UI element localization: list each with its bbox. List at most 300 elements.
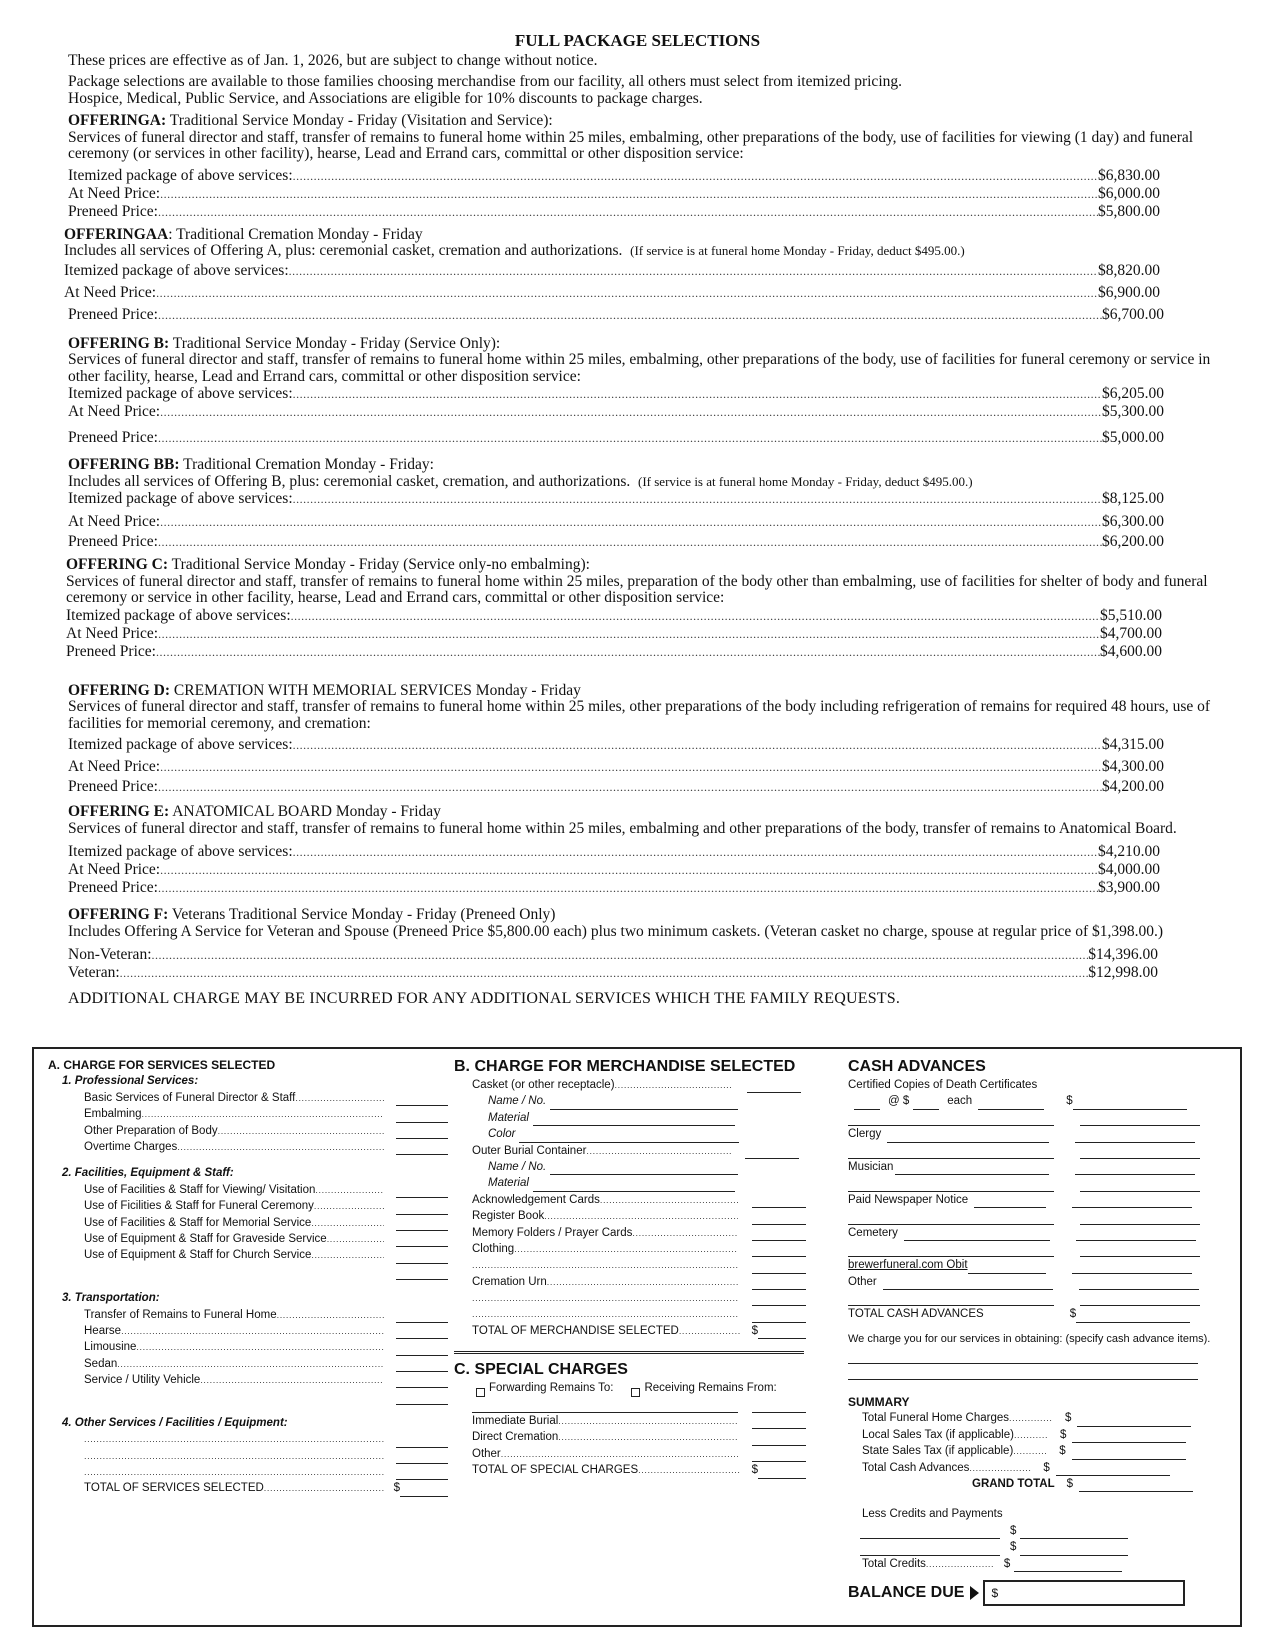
item-field[interactable] bbox=[968, 1262, 1046, 1274]
forwarding-options bbox=[476, 1380, 814, 1396]
offering-f bbox=[68, 907, 1218, 982]
amount-field[interactable] bbox=[396, 1127, 448, 1139]
total-label: TOTAL OF SERVICES SELECTED bbox=[84, 1482, 264, 1495]
total-services-field[interactable] bbox=[400, 1485, 448, 1497]
price-label: Preneed Price: bbox=[68, 533, 158, 550]
blank-line[interactable] bbox=[848, 1208, 1233, 1224]
amount-field[interactable] bbox=[747, 1081, 801, 1093]
service-label: Limousine bbox=[84, 1341, 137, 1354]
blank-line[interactable] bbox=[84, 1464, 448, 1480]
amount-field[interactable] bbox=[396, 1143, 448, 1155]
offering-subtitle: Traditional Cremation Monday - Friday: bbox=[183, 456, 434, 473]
price-line bbox=[68, 385, 1164, 403]
amount-field[interactable] bbox=[1075, 1131, 1195, 1143]
special-charge-line[interactable] bbox=[472, 1413, 806, 1429]
material-label: Material bbox=[488, 1177, 529, 1190]
price-label: Itemized package of above services: bbox=[68, 490, 293, 507]
service-label: Overtime Charges bbox=[84, 1140, 178, 1153]
dollar-sign: $ bbox=[1066, 1477, 1074, 1490]
price-label: At Need Price: bbox=[64, 283, 157, 301]
merchandise-label: Clothing bbox=[472, 1242, 515, 1255]
service-line[interactable] bbox=[84, 1090, 448, 1106]
cash-advance-line[interactable] bbox=[848, 1225, 1233, 1241]
name-no-field[interactable] bbox=[550, 1098, 738, 1110]
offering-a bbox=[68, 113, 1218, 221]
service-line[interactable] bbox=[84, 1106, 448, 1122]
summary-label: Local Sales Tax (if applicable) bbox=[862, 1428, 1014, 1441]
service-line[interactable] bbox=[84, 1123, 448, 1139]
dollar-sign: $ bbox=[751, 1464, 758, 1477]
price-label: Preneed Price: bbox=[68, 778, 158, 795]
certificate-field[interactable] bbox=[978, 1098, 1044, 1110]
amount-field[interactable] bbox=[1072, 1262, 1192, 1274]
at-label: @ $ bbox=[888, 1095, 910, 1108]
price-amount: $6,205.00 bbox=[1102, 385, 1164, 402]
price-sheet bbox=[64, 30, 1218, 1008]
price-label: At Need Price: bbox=[68, 513, 161, 530]
cash-advance-note: We charge you for our services in obtaining: (specify cash advance items). bbox=[848, 1332, 1211, 1345]
total-credits-label: Total Credits bbox=[862, 1557, 926, 1570]
amount-field[interactable] bbox=[396, 1452, 448, 1464]
offering-description: Services of funeral director and staff, transfer of remains to funeral home within 25 miles, other preparations of the body including refrigeration of remains for required 48 hours, use of facilities for memorial ceremony, and cremation: bbox=[68, 698, 1211, 732]
casket-color-line[interactable] bbox=[488, 1126, 814, 1142]
merchandise-column bbox=[454, 1057, 814, 1479]
name-no-field[interactable] bbox=[550, 1163, 738, 1175]
special-charge-line[interactable] bbox=[472, 1429, 806, 1445]
price-label: At Need Price: bbox=[68, 184, 161, 202]
amount-field[interactable] bbox=[752, 1294, 806, 1306]
blank-line[interactable] bbox=[848, 1290, 1233, 1306]
price-amount: $8,820.00 bbox=[1098, 261, 1160, 279]
total-label: TOTAL OF SPECIAL CHARGES bbox=[472, 1464, 639, 1477]
price-amount: $5,800.00 bbox=[1098, 202, 1160, 220]
blank-line[interactable] bbox=[848, 1143, 1233, 1159]
summary-label: Total Cash Advances bbox=[862, 1461, 970, 1474]
summary-amount-field[interactable] bbox=[1072, 1431, 1186, 1443]
amount-field[interactable] bbox=[1080, 1114, 1200, 1126]
page-title: FULL PACKAGE SELECTIONS bbox=[514, 31, 761, 50]
outer-container-line[interactable] bbox=[472, 1143, 814, 1159]
offering-subtitle: Traditional Service Monday - Friday (Visitation and Service): bbox=[169, 112, 553, 129]
service-label: Embalming bbox=[84, 1108, 142, 1121]
outer-material-line[interactable] bbox=[488, 1175, 814, 1191]
blank-line[interactable] bbox=[472, 1290, 806, 1306]
item-field[interactable] bbox=[848, 1114, 1054, 1126]
amount-field[interactable] bbox=[396, 1094, 448, 1106]
service-label: Sedan bbox=[84, 1357, 118, 1370]
each-label: each bbox=[947, 1095, 973, 1108]
blank-line[interactable] bbox=[472, 1397, 806, 1413]
service-label: Use of Facilities & Staff for Memorial Service bbox=[84, 1216, 312, 1229]
receiving-checkbox[interactable] bbox=[631, 1388, 640, 1397]
amount-field[interactable] bbox=[752, 1450, 806, 1462]
amount-field[interactable] bbox=[396, 1252, 448, 1264]
merchandise-line[interactable] bbox=[472, 1225, 806, 1241]
location-field[interactable] bbox=[472, 1401, 738, 1413]
casket-label: Casket (or other receptacle) bbox=[472, 1078, 615, 1091]
summary-label: State Sales Tax (if applicable) bbox=[862, 1445, 1014, 1458]
special-charge-label: Direct Cremation bbox=[472, 1431, 559, 1444]
total-services-line[interactable] bbox=[84, 1480, 448, 1496]
amount-field[interactable] bbox=[396, 1376, 448, 1388]
summary-amount-field[interactable] bbox=[1077, 1415, 1191, 1427]
credits-label: Less Credits and Payments bbox=[862, 1508, 1003, 1521]
item-field[interactable] bbox=[848, 1294, 1054, 1306]
price-line bbox=[68, 756, 1164, 778]
casket-name-line[interactable] bbox=[488, 1093, 814, 1109]
blank-line[interactable] bbox=[84, 1264, 448, 1280]
amount-field[interactable] bbox=[396, 1393, 448, 1405]
dollar-sign: $ bbox=[751, 1324, 758, 1337]
service-line[interactable] bbox=[84, 1215, 448, 1231]
services-column bbox=[48, 1057, 448, 1497]
price-label: Preneed Price: bbox=[68, 202, 158, 220]
offering-d bbox=[68, 683, 1218, 797]
merchandise-label: Register Book bbox=[472, 1210, 545, 1223]
offering-heading: OFFERING F: bbox=[68, 906, 169, 923]
blank-line[interactable] bbox=[848, 1364, 1233, 1380]
forwarding-label: Forwarding Remains To: bbox=[489, 1382, 614, 1395]
balance-due-field[interactable] bbox=[983, 1580, 1185, 1606]
amount-field[interactable] bbox=[396, 1235, 448, 1247]
blank-line[interactable] bbox=[848, 1347, 1233, 1363]
blank-line[interactable] bbox=[848, 1175, 1233, 1191]
price-label: Itemized package of above services: bbox=[68, 843, 293, 860]
service-line[interactable] bbox=[84, 1323, 448, 1339]
price-line bbox=[66, 625, 1162, 643]
amount-field[interactable] bbox=[1079, 1278, 1199, 1290]
special-charge-line[interactable] bbox=[472, 1446, 806, 1462]
cash-advance-line[interactable] bbox=[848, 1257, 1233, 1273]
price-label: Preneed Price: bbox=[68, 879, 158, 896]
price-line bbox=[68, 734, 1164, 756]
credit-line[interactable] bbox=[860, 1523, 1233, 1539]
amount-field[interactable] bbox=[745, 1147, 799, 1159]
price-amount: $4,000.00 bbox=[1098, 861, 1160, 878]
price-line bbox=[68, 843, 1160, 861]
certificates-label: Certified Copies of Death Certificates bbox=[848, 1078, 1038, 1091]
price-label: At Need Price: bbox=[68, 403, 161, 420]
forwarding-checkbox[interactable] bbox=[476, 1388, 485, 1397]
price-amount: $5,000.00 bbox=[1102, 429, 1164, 446]
price-amount: $4,300.00 bbox=[1102, 758, 1164, 775]
dollar-sign: $ bbox=[393, 1482, 400, 1495]
transportation-heading: 3. Transportation: bbox=[62, 1292, 160, 1305]
price-label: At Need Price: bbox=[66, 624, 159, 642]
item-field[interactable] bbox=[848, 1213, 1054, 1225]
merchandise-line[interactable] bbox=[472, 1208, 806, 1224]
price-line bbox=[68, 861, 1160, 879]
total-label: TOTAL CASH ADVANCES bbox=[848, 1308, 984, 1321]
credit-description-field[interactable] bbox=[860, 1527, 1000, 1539]
amount-field[interactable] bbox=[1080, 1213, 1200, 1225]
material-field[interactable] bbox=[533, 1180, 735, 1192]
total-credits-field[interactable] bbox=[1014, 1560, 1122, 1572]
amount-field[interactable] bbox=[1076, 1229, 1196, 1241]
additional-charge-notice: ADDITIONAL CHARGE MAY BE INCURRED FOR ANY ADDITIONAL SERVICES WHICH THE FAMILY REQUESTS. bbox=[68, 990, 901, 1007]
blank-line[interactable] bbox=[848, 1241, 1233, 1257]
blank-line[interactable] bbox=[84, 1448, 448, 1464]
service-line[interactable] bbox=[84, 1231, 448, 1247]
offering-e bbox=[68, 804, 1218, 897]
summary-amount-field[interactable] bbox=[1072, 1448, 1186, 1460]
amount-field[interactable] bbox=[752, 1229, 806, 1241]
credits-heading-line bbox=[862, 1506, 1233, 1522]
item-field[interactable] bbox=[974, 1196, 1046, 1208]
amount-field[interactable] bbox=[1075, 1163, 1195, 1175]
merchandise-line[interactable] bbox=[472, 1274, 806, 1290]
color-field[interactable] bbox=[519, 1131, 739, 1143]
price-line bbox=[68, 964, 1158, 982]
total-label: TOTAL OF MERCHANDISE SELECTED bbox=[472, 1324, 679, 1337]
amount-field[interactable] bbox=[752, 1262, 806, 1274]
cash-advances-title: CASH ADVANCES bbox=[848, 1058, 986, 1075]
offering-c bbox=[66, 557, 1218, 661]
price-amount: $4,700.00 bbox=[1100, 624, 1162, 642]
total-cash-advances-field[interactable] bbox=[1076, 1311, 1190, 1323]
dollar-sign: $ bbox=[991, 1585, 999, 1600]
service-line[interactable] bbox=[84, 1307, 448, 1323]
merchandise-section-title: B. CHARGE FOR MERCHANDISE SELECTED bbox=[454, 1058, 796, 1075]
item-field[interactable] bbox=[904, 1229, 1050, 1241]
service-label: Use of Equipment & Staff for Church Service bbox=[84, 1249, 312, 1262]
amount-field[interactable] bbox=[1073, 1098, 1187, 1110]
service-line[interactable] bbox=[84, 1247, 448, 1263]
amount-field[interactable] bbox=[396, 1344, 448, 1356]
service-line[interactable] bbox=[84, 1198, 448, 1214]
certificates-line[interactable] bbox=[848, 1093, 1233, 1109]
quantity-field[interactable] bbox=[854, 1098, 880, 1110]
arrow-right-icon bbox=[970, 1586, 979, 1600]
summary-amount-field[interactable] bbox=[1056, 1464, 1170, 1476]
merchandise-line[interactable] bbox=[472, 1241, 806, 1257]
musician-label: Musician bbox=[848, 1160, 894, 1173]
dollar-sign: $ bbox=[1065, 1412, 1072, 1425]
amount-field[interactable] bbox=[752, 1311, 806, 1323]
amount-field[interactable] bbox=[752, 1434, 806, 1446]
total-special-field[interactable] bbox=[758, 1467, 806, 1479]
item-field[interactable] bbox=[848, 1147, 1054, 1159]
blank-line[interactable] bbox=[84, 1388, 448, 1404]
price-amount: $4,210.00 bbox=[1098, 843, 1160, 860]
material-field[interactable] bbox=[533, 1114, 735, 1126]
service-line[interactable] bbox=[84, 1182, 448, 1198]
material-label: Material bbox=[488, 1111, 529, 1124]
offering-description: Includes all services of Offering A, plus: ceremonial casket, cremation and authorizations. bbox=[64, 242, 623, 259]
offering-heading: OFFERING BB: bbox=[68, 456, 180, 473]
offering-heading: OFFERING B: bbox=[68, 334, 170, 352]
dollar-sign: $ bbox=[1043, 1461, 1050, 1474]
total-cash-advances-line[interactable] bbox=[848, 1306, 1233, 1322]
outer-name-line[interactable] bbox=[488, 1159, 814, 1175]
summary-label: Total Funeral Home Charges bbox=[862, 1412, 1010, 1425]
offering-aa bbox=[64, 227, 1218, 326]
total-merchandise-line[interactable] bbox=[472, 1323, 806, 1339]
total-credits-line[interactable] bbox=[862, 1556, 1233, 1572]
amount-field[interactable] bbox=[752, 1278, 806, 1290]
receiving-label: Receiving Remains From: bbox=[644, 1382, 777, 1395]
price-amount: $3,900.00 bbox=[1098, 879, 1160, 896]
amount-field[interactable] bbox=[1080, 1147, 1200, 1159]
facilities-heading: 2. Facilities, Equipment & Staff: bbox=[62, 1167, 234, 1180]
offering-subtitle: : Traditional Cremation Monday - Friday bbox=[168, 225, 423, 243]
cash-advance-line[interactable] bbox=[848, 1192, 1233, 1208]
blank-line[interactable] bbox=[848, 1110, 1233, 1126]
amount-field[interactable] bbox=[396, 1311, 448, 1323]
amount-field[interactable] bbox=[752, 1417, 806, 1429]
price-amount: $4,200.00 bbox=[1102, 778, 1164, 795]
offering-subtitle: ANATOMICAL BOARD Monday - Friday bbox=[172, 803, 441, 820]
grand-total-line[interactable] bbox=[848, 1476, 1233, 1492]
blank-line[interactable] bbox=[84, 1431, 448, 1447]
price-line bbox=[68, 879, 1160, 897]
price-line bbox=[68, 203, 1160, 221]
grand-total-field[interactable] bbox=[1079, 1480, 1193, 1492]
price-amount: $12,998.00 bbox=[1088, 964, 1158, 981]
amount-field[interactable] bbox=[396, 1203, 448, 1215]
price-line bbox=[68, 533, 1164, 551]
price-line bbox=[68, 167, 1160, 185]
blank-line[interactable] bbox=[472, 1257, 806, 1273]
summary-line[interactable] bbox=[862, 1410, 1233, 1426]
cemetery-label: Cemetery bbox=[848, 1226, 898, 1239]
note-field[interactable] bbox=[848, 1352, 1198, 1364]
dollar-sign: $ bbox=[1059, 1428, 1067, 1441]
item-field[interactable] bbox=[848, 1245, 1054, 1257]
offering-description: Services of funeral director and staff, transfer of remains to funeral home within 25 miles, embalming, other preparations of the body, use of facilities for viewing (1 day) and funeral ceremony (or services in other facility), hearse, Lead and Errand cars, committal or other disposition service: bbox=[68, 128, 1194, 162]
service-label: Basic Services of Funeral Director & Staff bbox=[84, 1091, 296, 1104]
price-line bbox=[68, 304, 1164, 326]
service-line[interactable] bbox=[84, 1339, 448, 1355]
price-label: Itemized package of above services: bbox=[68, 166, 293, 184]
credit-amount-field[interactable] bbox=[1020, 1544, 1128, 1556]
price-amount: $6,200.00 bbox=[1102, 533, 1164, 550]
price-amount: $6,000.00 bbox=[1098, 184, 1160, 202]
price-line bbox=[68, 778, 1164, 796]
statement-form bbox=[32, 1047, 1242, 1627]
amount-field[interactable] bbox=[752, 1196, 806, 1208]
offering-description: Services of funeral director and staff, transfer of remains to funeral home within 25 miles, embalming and other preparations of the body, transfer of remains to Anatomical Board. bbox=[68, 819, 1177, 837]
price-label: At Need Price: bbox=[68, 758, 161, 775]
amount-field[interactable] bbox=[396, 1268, 448, 1280]
price-line bbox=[64, 282, 1160, 304]
item-field[interactable] bbox=[887, 1131, 1049, 1143]
dollar-sign: $ bbox=[1059, 1445, 1066, 1458]
offering-bb bbox=[68, 457, 1218, 551]
price-line bbox=[68, 185, 1160, 203]
price-label: Itemized package of above services: bbox=[64, 261, 289, 279]
name-no-label: Name / No. bbox=[488, 1160, 547, 1173]
offering-description: Services of funeral director and staff, transfer of remains to funeral home within 25 miles, embalming, other preparations of the body, use of facilities for funeral ceremony or service in other facility, hearse, Lead and Errand cars, committal or other disposition service: bbox=[68, 351, 1211, 385]
summary-title: SUMMARY bbox=[848, 1395, 910, 1410]
total-merchandise-field[interactable] bbox=[758, 1327, 806, 1339]
blank-line[interactable] bbox=[472, 1306, 806, 1322]
offering-heading: OFFERINGAA bbox=[64, 225, 169, 243]
balance-due-label: BALANCE DUE bbox=[848, 1583, 965, 1601]
price-label: Preneed Price: bbox=[68, 429, 158, 446]
service-line[interactable] bbox=[84, 1139, 448, 1155]
other-services-heading: 4. Other Services / Facilities / Equipment: bbox=[62, 1416, 288, 1429]
professional-services-heading: 1. Professional Services: bbox=[62, 1075, 199, 1088]
outer-container-label: Outer Burial Container bbox=[472, 1144, 587, 1157]
special-charge-label: Immediate Burial bbox=[472, 1415, 559, 1428]
dollar-sign: $ bbox=[1069, 1308, 1077, 1321]
special-charges-title: C. SPECIAL CHARGES bbox=[454, 1361, 628, 1379]
price-label: Itemized package of above services: bbox=[68, 385, 293, 402]
service-label: Other Preparation of Body bbox=[84, 1124, 218, 1137]
service-label: Use of Facilities & Staff for Viewing/ Visitation bbox=[84, 1183, 316, 1196]
offering-subtitle: Veterans Traditional Service Monday - Friday (Preneed Only) bbox=[171, 906, 556, 923]
amount-field[interactable] bbox=[396, 1468, 448, 1480]
cash-advance-line[interactable] bbox=[848, 1274, 1233, 1290]
merchandise-line[interactable] bbox=[472, 1192, 806, 1208]
cash-advance-line[interactable] bbox=[848, 1159, 1233, 1175]
item-field[interactable] bbox=[848, 1180, 1054, 1192]
cash-advance-line[interactable] bbox=[848, 1126, 1233, 1142]
price-amount: $5,510.00 bbox=[1100, 606, 1162, 624]
offering-description: Services of funeral director and staff, transfer of remains to funeral home within 25 miles, preparation of the body other than embalming, use of facilities for shelter of body and funeral ceremony or service in other facility, hearse, Lead and Errand cars, committal or other disposition service: bbox=[66, 572, 1208, 606]
dollar-sign: $ bbox=[1066, 1095, 1073, 1108]
summary-line[interactable] bbox=[862, 1443, 1233, 1459]
amount-field[interactable] bbox=[396, 1111, 448, 1123]
amount-field[interactable] bbox=[396, 1186, 448, 1198]
price-amount: $6,830.00 bbox=[1098, 166, 1160, 184]
amount-field[interactable] bbox=[396, 1436, 448, 1448]
amount-field[interactable] bbox=[1080, 1294, 1200, 1306]
offering-description: Includes Offering A Service for Veteran and Spouse (Preneed Price $5,800.00 each) plus two minimum caskets. (Veteran casket no charge, spouse at regular price of $1,398.00.) bbox=[68, 922, 1164, 940]
casket-line[interactable] bbox=[472, 1077, 814, 1093]
dollar-sign: $ bbox=[1010, 1524, 1017, 1537]
amount-field[interactable] bbox=[396, 1219, 448, 1231]
cash-advances-column bbox=[848, 1057, 1233, 1606]
amount-field[interactable] bbox=[1072, 1196, 1192, 1208]
summary-line[interactable] bbox=[862, 1427, 1233, 1443]
total-special-line[interactable] bbox=[472, 1462, 806, 1478]
summary-line[interactable] bbox=[862, 1460, 1233, 1476]
service-line[interactable] bbox=[84, 1356, 448, 1372]
credit-amount-field[interactable] bbox=[1020, 1527, 1128, 1539]
offering-heading: OFFERING E: bbox=[68, 803, 170, 820]
price-label: Preneed Price: bbox=[68, 305, 158, 323]
price-amount: $8,125.00 bbox=[1102, 490, 1164, 507]
amount-field[interactable] bbox=[752, 1401, 806, 1413]
clergy-label: Clergy bbox=[848, 1128, 882, 1141]
amount-field[interactable] bbox=[1080, 1180, 1200, 1192]
service-label: Use of Equipment & Staff for Graveside Service bbox=[84, 1232, 327, 1245]
item-field[interactable] bbox=[883, 1278, 1053, 1290]
casket-material-line[interactable] bbox=[488, 1110, 814, 1126]
price-line bbox=[68, 403, 1164, 421]
offering-b bbox=[68, 336, 1218, 450]
other-label: Other bbox=[848, 1275, 877, 1288]
amount-field[interactable] bbox=[1080, 1245, 1200, 1257]
amount-field[interactable] bbox=[752, 1213, 806, 1225]
service-line[interactable] bbox=[84, 1372, 448, 1388]
amount-field[interactable] bbox=[396, 1360, 448, 1372]
price-line bbox=[68, 946, 1158, 964]
unit-price-field[interactable] bbox=[913, 1098, 939, 1110]
credit-line[interactable] bbox=[860, 1539, 1233, 1555]
credit-description-field[interactable] bbox=[860, 1544, 1000, 1556]
amount-field[interactable] bbox=[752, 1245, 806, 1257]
service-label: Use of Ficilities & Staff for Funeral Ceremony bbox=[84, 1200, 314, 1213]
item-field[interactable] bbox=[895, 1163, 1049, 1175]
price-label: Preneed Price: bbox=[66, 642, 156, 660]
price-amount: $6,700.00 bbox=[1102, 305, 1164, 323]
intro-package: Package selections are available to those families choosing merchandise from our facility, all others must select from itemized pricing. bbox=[68, 73, 902, 90]
note-field[interactable] bbox=[848, 1368, 1198, 1380]
amount-field[interactable] bbox=[396, 1327, 448, 1339]
